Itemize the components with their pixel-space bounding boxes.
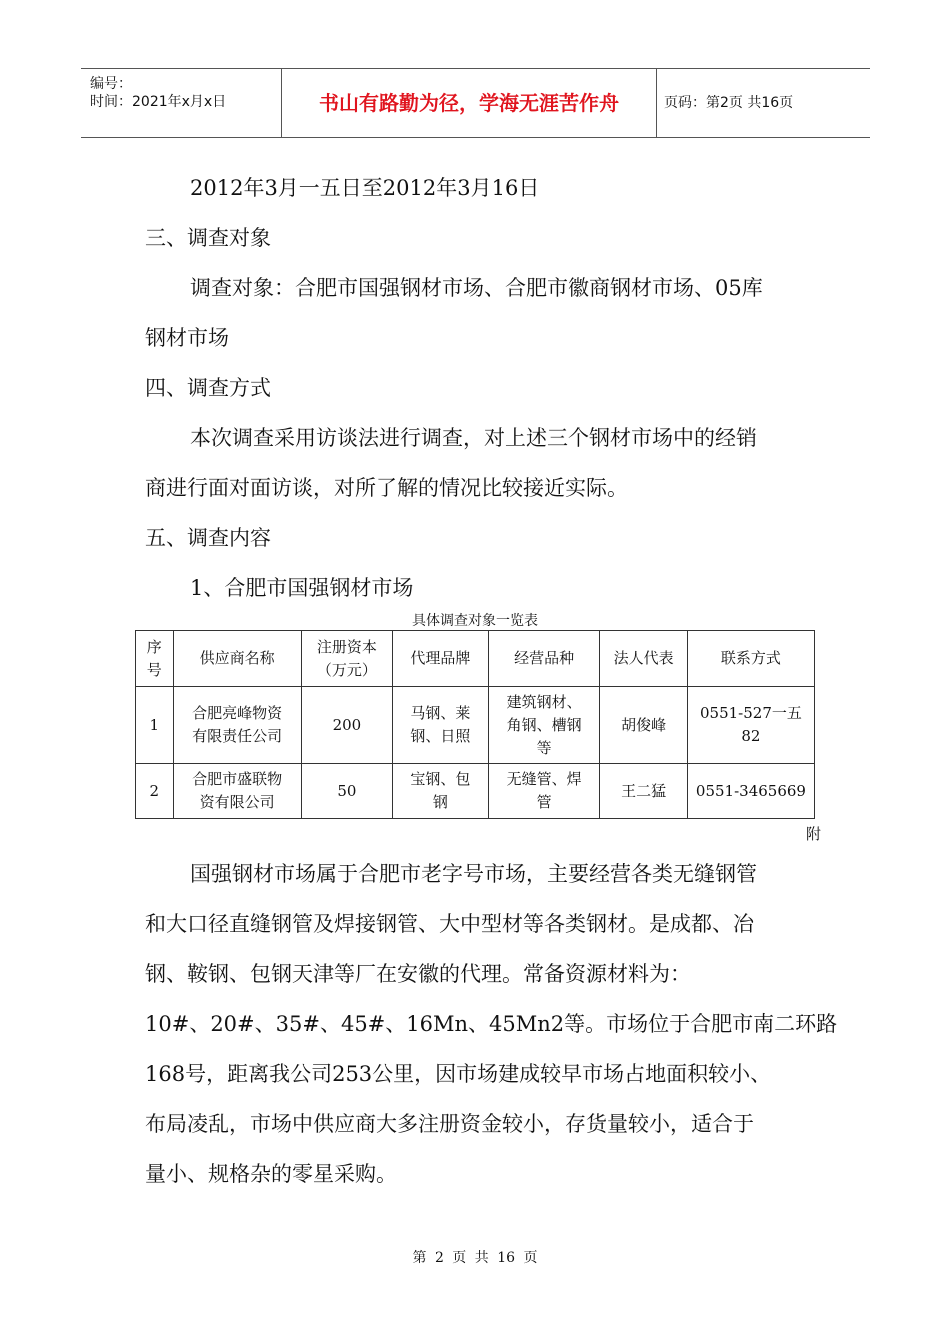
table-footnote: 附 xyxy=(806,825,822,843)
header-product: 经营品种 xyxy=(488,631,600,687)
cell-line: 82 xyxy=(741,727,761,745)
paragraph-line: 布局凌乱，市场中供应商大多注册资金较小，存货量较小，适合于 xyxy=(145,1112,754,1136)
section-3-paragraph-line: 钢材市场 xyxy=(145,326,229,350)
header-no-line: 号 xyxy=(146,660,162,679)
paragraph-line: 和大口径直缝钢管及焊接钢管、大中型材等各类钢材。是成都、冶 xyxy=(145,912,754,936)
header-contact: 联系方式 xyxy=(687,631,814,687)
header-divider xyxy=(656,69,657,137)
section-3-title: 三、调查对象 xyxy=(145,226,271,250)
section-3-paragraph-line: 调查对象：合肥市国强钢材市场、合肥市徽商钢材市场、05库 xyxy=(190,276,763,300)
cell-capital: 200 xyxy=(301,687,392,764)
header-motto: 书山有路勤为径，学海无涯苦作舟 xyxy=(319,91,619,115)
paragraph-line: 钢、鞍钢、包钢天津等厂在安徽的代理。常备资源材料为： xyxy=(145,962,691,986)
cell-legal: 王二猛 xyxy=(600,764,687,819)
header-meta xyxy=(81,69,281,137)
cell-line: 建筑钢材、 xyxy=(506,692,582,711)
header-no xyxy=(136,631,174,687)
cell-capital: 50 xyxy=(301,764,392,819)
page-footer: 第 2 页 共 16 页 xyxy=(412,1250,538,1266)
paragraph-line: 168号，距离我公司253公里，因市场建成较早市场占地面积较小、 xyxy=(145,1062,772,1086)
table-row xyxy=(136,687,815,764)
cell-line: 有限责任公司 xyxy=(192,727,283,745)
cell-contact: 0551-3465669 xyxy=(687,764,814,819)
section-4-title: 四、调查方式 xyxy=(145,376,271,400)
cell-line: 0551-527一五 xyxy=(700,704,802,722)
header-no-line: 序 xyxy=(146,637,162,656)
cell-no: 1 xyxy=(136,687,174,764)
header-page-info: 页码：第2页 共16页 xyxy=(664,95,794,111)
table-row xyxy=(136,764,815,819)
cell-legal: 胡俊峰 xyxy=(600,687,687,764)
cell-product xyxy=(488,764,600,819)
cell-name xyxy=(173,687,301,764)
supplier-table xyxy=(135,630,815,819)
cell-line: 宝钢、包 xyxy=(410,770,471,788)
header-time-label: 时间：2021年x月x日 xyxy=(90,94,227,110)
cell-product xyxy=(488,687,600,764)
header-legal: 法人代表 xyxy=(600,631,687,687)
table-header-row xyxy=(136,631,815,687)
cell-no: 2 xyxy=(136,764,174,819)
cell-line: 资有限公司 xyxy=(199,793,275,811)
section-5-title: 五、调查内容 xyxy=(145,526,271,550)
paragraph-line: 10#、20#、35#、45#、16Mn、45Mn2等。市场位于合肥市南二环路 xyxy=(145,1012,838,1036)
cell-line: 钢、日照 xyxy=(410,727,471,745)
cell-line: 角钢、槽钢 xyxy=(506,715,582,734)
cell-brand xyxy=(393,764,489,819)
header-name: 供应商名称 xyxy=(173,631,301,687)
cell-line: 无缝管、焊 xyxy=(506,770,582,788)
cell-line: 管 xyxy=(536,793,552,811)
header-capital-line: （万元） xyxy=(316,660,377,679)
cell-line: 钢 xyxy=(432,793,448,811)
cell-line: 等 xyxy=(536,738,552,757)
document-header xyxy=(81,68,870,138)
cell-name xyxy=(173,764,301,819)
subsection-1-title: 1、合肥市国强钢材市场 xyxy=(190,576,414,600)
paragraph-line: 量小、规格杂的零星采购。 xyxy=(145,1162,397,1186)
date-line: 2012年3月一五日至2012年3月16日 xyxy=(190,176,540,200)
header-capital xyxy=(301,631,392,687)
section-4-paragraph-line: 本次调查采用访谈法进行调查，对上述三个钢材市场中的经销 xyxy=(190,426,757,450)
header-number-label: 编号： xyxy=(90,76,132,92)
cell-brand xyxy=(393,687,489,764)
table-caption: 具体调查对象一览表 xyxy=(412,613,538,629)
cell-line: 合肥市盛联物 xyxy=(192,770,283,788)
cell-contact xyxy=(687,687,814,764)
header-capital-line: 注册资本 xyxy=(316,637,377,656)
header-brand: 代理品牌 xyxy=(393,631,489,687)
cell-line: 马钢、莱 xyxy=(410,704,471,722)
section-4-paragraph-line: 商进行面对面访谈，对所了解的情况比较接近实际。 xyxy=(145,476,628,500)
cell-line: 合肥亮峰物资 xyxy=(192,704,283,722)
paragraph-line: 国强钢材市场属于合肥市老字号市场，主要经营各类无缝钢管 xyxy=(190,862,757,886)
